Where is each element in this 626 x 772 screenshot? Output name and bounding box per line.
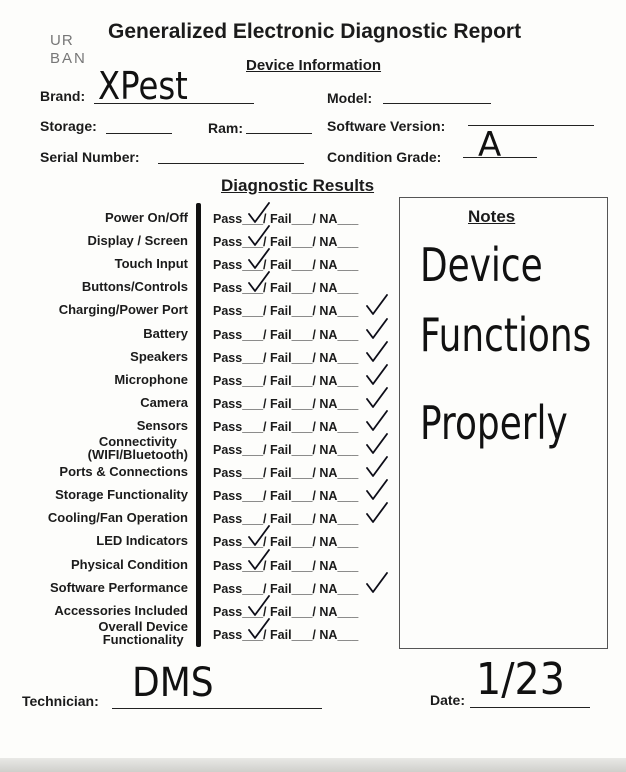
serial-number-label: Serial Number: [40, 149, 140, 165]
fail-option[interactable]: Fail [270, 419, 292, 434]
na-option[interactable]: NA [319, 304, 338, 319]
serial-number-line [158, 163, 304, 164]
fail-option[interactable]: Fail [270, 212, 292, 226]
condition-grade-value[interactable]: A [478, 125, 502, 165]
notes-heading: Notes [468, 207, 516, 226]
na-option[interactable]: NA [319, 466, 338, 481]
column-divider-bar [196, 203, 201, 647]
row-options[interactable]: Pass___/ Fail___/ NA___ [213, 235, 359, 250]
na-option[interactable]: NA [319, 512, 338, 527]
row-label: Charging/Power Port [58, 302, 188, 318]
pass-option[interactable]: Pass [213, 350, 243, 365]
pass-option[interactable]: Pass [213, 512, 243, 527]
na-option[interactable]: NA [319, 443, 338, 457]
pass-option[interactable]: Pass [213, 581, 243, 596]
brand-label: Brand: [40, 88, 86, 104]
row-options[interactable]: Pass___/ Fail___/ NA___ [213, 396, 359, 411]
check-mark-icon [246, 223, 272, 249]
row-label: Power On/Off [104, 210, 188, 225]
na-option[interactable]: NA [319, 327, 338, 342]
ram-label: Ram: [208, 120, 244, 136]
fail-option[interactable]: Fail [270, 258, 292, 273]
row-label: Display / Screen [87, 233, 188, 249]
row-options[interactable]: Pass___/ Fail___/ NA___ [213, 419, 359, 434]
pass-option[interactable]: Pass [213, 443, 243, 457]
pass-option[interactable]: Pass [213, 281, 243, 296]
date-line [470, 707, 590, 708]
row-options[interactable]: Pass___/ Fail___/ NA___ [213, 304, 359, 319]
storage-line [106, 133, 172, 134]
check-mark-icon [364, 454, 390, 480]
na-option[interactable]: NA [319, 350, 338, 365]
pass-option[interactable]: Pass [213, 304, 243, 319]
row-options[interactable]: Pass___/ Fail___/ NA___ [213, 443, 359, 457]
notes-line-1: Device [420, 238, 543, 292]
row-label: Buttons/Controls [81, 279, 188, 295]
ram-line [246, 133, 312, 134]
technician-value[interactable]: DMS [132, 660, 214, 706]
row-label: Speakers [130, 348, 188, 364]
pass-option[interactable]: Pass [213, 419, 243, 434]
fail-option[interactable]: Fail [270, 558, 292, 573]
na-option[interactable]: NA [319, 535, 338, 550]
row-label: Cooling/Fan Operation [47, 510, 188, 526]
row-label: LED Indicators [96, 533, 188, 549]
check-mark-icon [364, 431, 390, 457]
row-options[interactable]: Pass___/ Fail___/ NA___ [213, 558, 359, 573]
storage-label: Storage: [40, 118, 97, 134]
date-label: Date: [430, 692, 466, 708]
check-mark-icon [364, 385, 390, 411]
check-mark-icon [364, 316, 390, 342]
check-mark-icon [246, 547, 272, 573]
na-option[interactable]: NA [319, 581, 338, 596]
pass-option[interactable]: Pass [213, 373, 243, 388]
fail-option[interactable]: Fail [270, 581, 292, 596]
brand-value[interactable]: XPest [98, 64, 188, 108]
check-mark-icon [364, 362, 390, 388]
na-option[interactable]: NA [319, 396, 338, 411]
na-option[interactable]: NA [319, 258, 338, 273]
na-option[interactable]: NA [319, 489, 338, 504]
na-option[interactable]: NA [319, 212, 338, 226]
fail-option[interactable]: Fail [270, 466, 292, 481]
row-label: Microphone [114, 371, 188, 387]
check-mark-icon [364, 570, 390, 596]
check-mark-icon [364, 500, 390, 526]
fail-option[interactable]: Fail [270, 373, 292, 388]
pass-option[interactable]: Pass [213, 604, 243, 619]
row-label: Ports & Connections [59, 464, 188, 480]
row-options[interactable]: Pass___/ Fail___/ NA___ [213, 350, 359, 365]
fail-option[interactable]: Fail [270, 512, 292, 527]
na-option[interactable]: NA [319, 604, 338, 619]
row-options[interactable]: Pass___/ Fail___/ NA___ [213, 604, 359, 619]
fail-option[interactable]: Fail [270, 281, 292, 296]
na-option[interactable]: NA [319, 235, 338, 250]
row-options[interactable]: Pass___/ Fail___/ NA___ [213, 535, 359, 550]
check-mark-icon [246, 269, 272, 295]
urban-logo: UR BAN [50, 32, 87, 67]
check-mark-icon [364, 477, 390, 503]
pass-option[interactable]: Pass [213, 396, 243, 411]
pass-option[interactable]: Pass [213, 327, 243, 342]
diagnostic-results-heading: Diagnostic Results [221, 176, 375, 195]
fail-option[interactable]: Fail [270, 396, 292, 411]
row-options[interactable]: Pass___/ Fail___/ NA___ [213, 327, 359, 342]
pass-option[interactable]: Pass [213, 466, 243, 481]
check-mark-icon [246, 200, 272, 226]
row-options[interactable]: Pass___/ Fail___/ NA___ [213, 512, 359, 527]
fail-option[interactable]: Fail [270, 350, 292, 365]
row-label: Sensors [136, 417, 188, 433]
pass-option[interactable]: Pass [213, 489, 243, 504]
report-title: Generalized Electronic Diagnostic Report [108, 20, 522, 43]
na-option[interactable]: NA [319, 419, 338, 434]
fail-option[interactable]: Fail [270, 304, 292, 319]
row-options[interactable]: Pass___/ Fail___/ NA___ [213, 281, 359, 296]
fail-option[interactable]: Fail [270, 235, 292, 250]
row-label: Battery [143, 325, 188, 341]
pass-option[interactable]: Pass [213, 558, 243, 573]
check-mark-icon [246, 593, 272, 619]
row-options[interactable]: Pass___/ Fail___/ NA___ [213, 212, 359, 226]
device-information-heading: Device Information [246, 57, 382, 74]
row-label: Storage Functionality [55, 487, 188, 503]
model-label: Model: [327, 90, 373, 106]
pass-option[interactable]: Pass [213, 627, 243, 642]
fail-option[interactable]: Fail [270, 327, 292, 342]
pass-option[interactable]: Pass [213, 235, 243, 250]
pass-option[interactable]: Pass [213, 212, 243, 226]
fail-option[interactable]: Fail [270, 535, 292, 550]
row-label: Overall Device Functionality [98, 618, 188, 647]
row-options[interactable]: Pass___/ Fail___/ NA___ [213, 627, 359, 642]
row-options[interactable]: Pass___/ Fail___/ NA___ [213, 466, 359, 481]
check-mark-icon [246, 523, 272, 549]
row-options[interactable]: Pass___/ Fail___/ NA___ [213, 258, 359, 273]
fail-option[interactable]: Fail [270, 627, 292, 642]
paper-shadow [0, 758, 626, 772]
software-version-label: Software Version: [327, 118, 446, 134]
notes-line-2: Functions [420, 308, 592, 362]
row-options[interactable]: Pass___/ Fail___/ NA___ [213, 581, 359, 596]
fail-option[interactable]: Fail [270, 489, 292, 504]
row-label: Accessories Included [54, 602, 188, 618]
row-label: Touch Input [114, 256, 188, 272]
na-option[interactable]: NA [319, 558, 338, 573]
check-mark-icon [364, 408, 390, 434]
check-mark-icon [246, 246, 272, 272]
row-label: Camera [140, 394, 188, 410]
date-value[interactable]: 1/23 [476, 654, 565, 705]
row-options[interactable]: Pass___/ Fail___/ NA___ [213, 489, 359, 504]
technician-line [112, 708, 322, 709]
check-mark-icon [364, 292, 390, 318]
check-mark-icon [364, 339, 390, 365]
row-label: Software Performance [50, 579, 188, 595]
pass-option[interactable]: Pass [213, 258, 243, 273]
na-option[interactable]: NA [319, 281, 338, 296]
technician-label: Technician: [22, 693, 99, 709]
model-line [383, 103, 491, 104]
row-options[interactable]: Pass___/ Fail___/ NA___ [213, 373, 359, 388]
fail-option[interactable]: Fail [270, 604, 292, 619]
notes-line-3: Properly [420, 396, 568, 450]
check-mark-icon [246, 616, 272, 642]
condition-grade-label: Condition Grade: [327, 149, 442, 165]
row-label: Connectivity (WIFI/Bluetooth) [87, 434, 188, 462]
na-option[interactable]: NA [319, 627, 338, 642]
row-label: Physical Condition [70, 556, 188, 572]
fail-option[interactable]: Fail [270, 443, 292, 457]
pass-option[interactable]: Pass [213, 535, 243, 550]
na-option[interactable]: NA [319, 373, 338, 388]
